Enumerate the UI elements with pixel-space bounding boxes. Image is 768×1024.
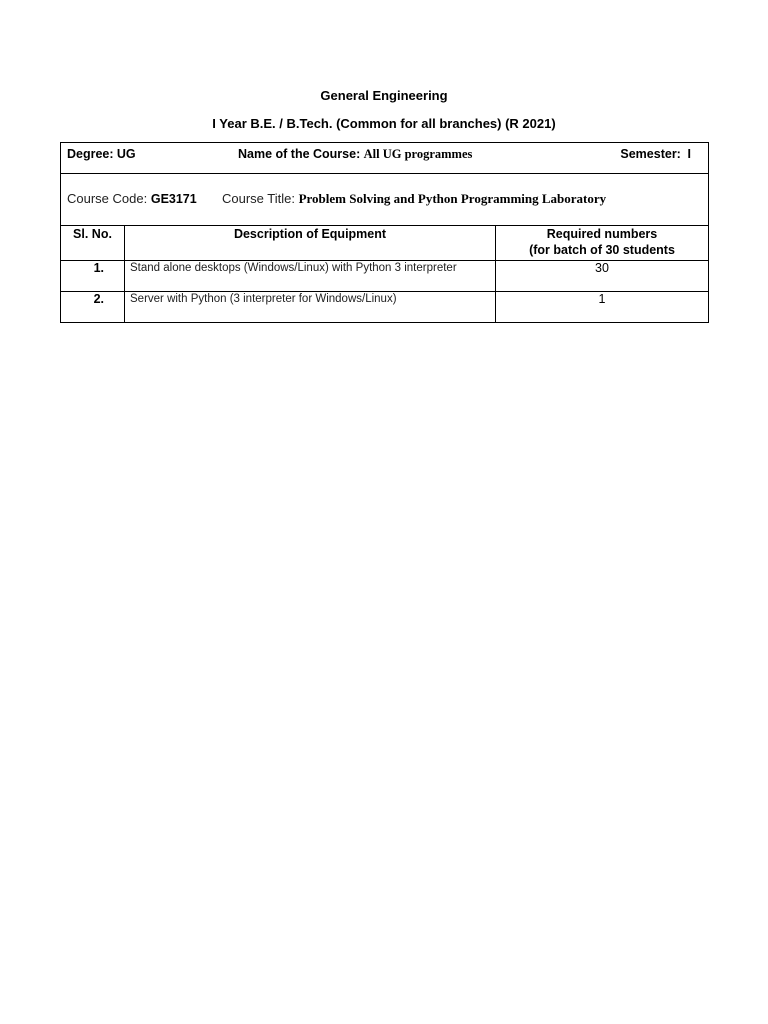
header-required-line1: Required numbers: [546, 227, 658, 241]
semester-label: Semester:: [620, 147, 681, 161]
header-description: Description of Equipment: [125, 226, 496, 261]
row-sl-no: 2.: [61, 292, 125, 323]
row-sl-no: 1.: [61, 261, 125, 292]
row-required: 1: [496, 292, 709, 323]
course-name-value: All UG programmes: [363, 147, 473, 161]
header-sl-no: Sl. No.: [61, 226, 125, 261]
table-row: [61, 261, 709, 292]
semester-value: I: [687, 147, 691, 161]
degree-label: Degree:: [67, 147, 114, 161]
course-title-label: Course Title:: [221, 191, 295, 206]
row-description: Stand alone desktops (Windows/Linux) with Python 3 interpreter: [125, 261, 496, 292]
header-required-line2: (for batch of 30 students: [529, 243, 675, 257]
semester-info: [620, 147, 691, 161]
degree-cell: [61, 143, 709, 174]
table-header-row: [61, 226, 709, 261]
degree-info: [67, 147, 136, 161]
equipment-table: [60, 142, 709, 323]
table-row: [61, 292, 709, 323]
row-required: 30: [496, 261, 709, 292]
course-title-value: Problem Solving and Python Programming Laboratory: [298, 191, 607, 206]
degree-row: [61, 143, 709, 174]
document-title: General Engineering: [320, 88, 448, 103]
document-subtitle: I Year B.E. / B.Tech. (Common for all branches) (R 2021): [212, 116, 556, 131]
header-required-numbers: [496, 226, 709, 261]
course-name-label: Name of the Course:: [238, 147, 361, 161]
course-code-label: Course Code:: [67, 191, 148, 206]
course-name-info: [238, 147, 472, 162]
course-code-value: GE3171: [150, 192, 197, 206]
course-code-cell: [61, 174, 709, 226]
course-code-row: [61, 174, 709, 226]
row-description: Server with Python (3 interpreter for Windows/Linux): [125, 292, 496, 323]
degree-value: UG: [116, 147, 136, 161]
